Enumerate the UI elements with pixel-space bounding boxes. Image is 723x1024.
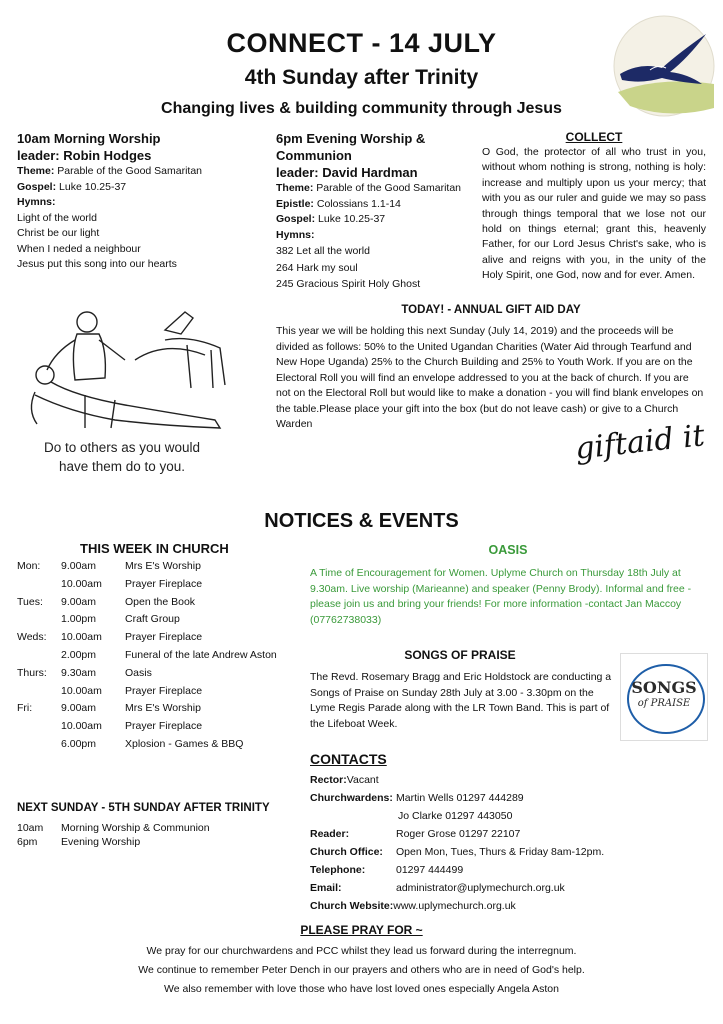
morning-theme: Theme: Parable of the Good Samaritan (17, 165, 203, 177)
gift-aid-title: TODAY! - ANNUAL GIFT AID DAY (401, 304, 581, 316)
contact-church-office: Church Office: Open Mon, Tues, Thurs & Friday 8am-12pm. (310, 846, 605, 858)
evening-worship-title-2: Communion (276, 148, 352, 163)
illustration-caption: Do to others as you would (43, 440, 201, 455)
contact-reader: Reader: Roger Grose 01297 22107 (310, 828, 521, 840)
page-subtitle: 4th Sunday after Trinity (244, 66, 479, 89)
schedule-row: 1.00pm Craft Group (61, 613, 180, 626)
evening-hymns-label: Hymns: (276, 228, 315, 241)
evening-epistle: Epistle: Colossians 1.1-14 (276, 197, 401, 210)
prayer-line: We continue to remember Peter Dench in our prayers and others who are in need of God's help. (138, 964, 585, 976)
morning-gospel: Gospel: Luke 10.25-37 (17, 180, 127, 193)
evening-worship-title: 6pm Evening Worship & (276, 131, 426, 146)
notices-title: NOTICES & EVENTS (264, 510, 459, 532)
oasis-text: A Time of Encouragement for Women. Uplyme Church on Thursday 18th July at 9.30am. Live worship (Marieanne) and speaker (Penny Brody). Informal and free -please join us and bring your friends! For more information -contact Jan Maccoy (07762738033) (310, 567, 692, 626)
contacts-title: CONTACTS (310, 751, 387, 767)
contact-telephone: Telephone: 01297 444499 (310, 864, 464, 876)
next-sunday-row: 6pm Evening Worship (17, 836, 141, 848)
oasis-title: OASIS (488, 543, 528, 557)
morning-hymns-label: Hymns: (17, 196, 56, 208)
tagline: Changing lives & building community through Jesus (161, 100, 562, 117)
morning-hymn: When I neded a neighbour (17, 242, 141, 255)
songs-of-praise-title: SONGS OF PRAISE (404, 648, 516, 662)
schedule-row: 10.00am Prayer Fireplace (61, 720, 203, 733)
schedule-row: Weds: 10.00am Prayer Fireplace (17, 631, 203, 644)
evening-theme: Theme: Parable of the Good Samaritan (276, 182, 462, 194)
collect-title: COLLECT (565, 130, 623, 144)
evening-hymn: 264 Hark my soul (276, 261, 358, 274)
swallow-logo-icon (610, 12, 718, 120)
contact-rector: Rector: Vacant (310, 774, 379, 786)
schedule-row: Tues: 9.00am Open the Book (17, 595, 196, 608)
morning-hymn: Jesus put this song into our hearts (17, 258, 177, 270)
evening-gospel: Gospel: Luke 10.25-37 (276, 213, 386, 225)
schedule-row: Mon: 9.00am Mrs E's Worship (17, 560, 201, 572)
contact-churchwarden-2: Jo Clarke 01297 443050 (398, 810, 513, 822)
contact-churchwardens: Churchwardens: Martin Wells 01297 444289 (310, 792, 524, 804)
schedule-row: Fri: 9.00am Mrs E's Worship (17, 702, 201, 715)
prayer-line: We also remember with love those who have lost loved ones especially Angela Aston (164, 983, 559, 995)
schedule-row: Thurs: 9.30am Oasis (17, 666, 152, 679)
page-title: CONNECT - 14 JULY (226, 28, 497, 58)
schedule-row: 2.00pm Funeral of the late Andrew Aston (61, 648, 277, 661)
morning-hymn: Light of the world (17, 211, 97, 224)
evening-worship-leader: leader: David Hardman (276, 165, 418, 180)
collect-text: O God, the protector of all who trust in you, without whom nothing is strong, nothing is holy: increase and multiply upon us your mercy; that with you as our ruler and guide we may so pass through things temporal that we lose not our hold on things eternal; grant this, heavenly Father, for our Lord Jesus Christ's sake, who is alive and reigns with you, in the unity of the Holy Spirit, one God, now and for ever. Amen. (482, 146, 706, 282)
morning-hymn: Christ be our light (17, 227, 100, 239)
songs-of-praise-logo: SONGS of PRAISE (620, 653, 708, 741)
morning-worship-leader: leader: Robin Hodges (17, 148, 152, 163)
prayer-line: We pray for our churchwardens and PCC whilst they lead us forward during the interregnum. (146, 945, 577, 957)
schedule-row: 10.00am Prayer Fireplace (61, 577, 203, 590)
contact-email: Email: administrator@uplymechurch.org.uk (310, 882, 565, 894)
evening-hymn: 382 Let all the world (276, 245, 370, 257)
this-week-title: THIS WEEK IN CHURCH (80, 541, 229, 556)
songs-of-praise-text: The Revd. Rosemary Bragg and Eric Holdstock are conducting a Songs of Praise on Sunday 28th July at 3.00 - 3.30pm on the Lyme Regis Parade along with the LR Town Band. This is part of the Lifeboat Week. (310, 671, 612, 730)
good-samaritan-illustration (15, 300, 240, 440)
illustration-caption-2: have them do to you. (58, 459, 186, 474)
week-schedule (17, 560, 302, 756)
pray-title: PLEASE PRAY FOR ~ (300, 923, 423, 937)
giftaid-logo: giftaid it (573, 418, 707, 467)
schedule-row: 10.00am Prayer Fireplace (61, 684, 203, 697)
next-sunday-row: 10am Morning Worship & Communion (17, 822, 210, 834)
next-sunday-title: NEXT SUNDAY - 5TH SUNDAY AFTER TRINITY (17, 802, 270, 814)
schedule-row: 6.00pm Xplosion - Games & BBQ (61, 737, 244, 750)
evening-hymn: 245 Gracious Spirit Holy Ghost (276, 278, 421, 290)
contact-website: Church Website: www.uplymechurch.org.uk (310, 900, 516, 912)
gift-aid-text: This year we will be holding this next Sunday (July 14, 2019) and the proceeds will be divided as follows: 50% to the United Ugandan Charities (Water Aid through Tearfund and New Hope Uganda) 25% to the Church Building and 25% to Youth Work. If you are on the Electoral Roll you will find an envelope addressed to you at the back of church. If you are not on the Electoral Roll but would like to make a donation - you will find blank envelopes on the table.Please place your gift into the box (but do not leave cash) or give to a Church Warden (276, 325, 704, 430)
morning-worship-title: 10am Morning Worship (17, 131, 161, 146)
